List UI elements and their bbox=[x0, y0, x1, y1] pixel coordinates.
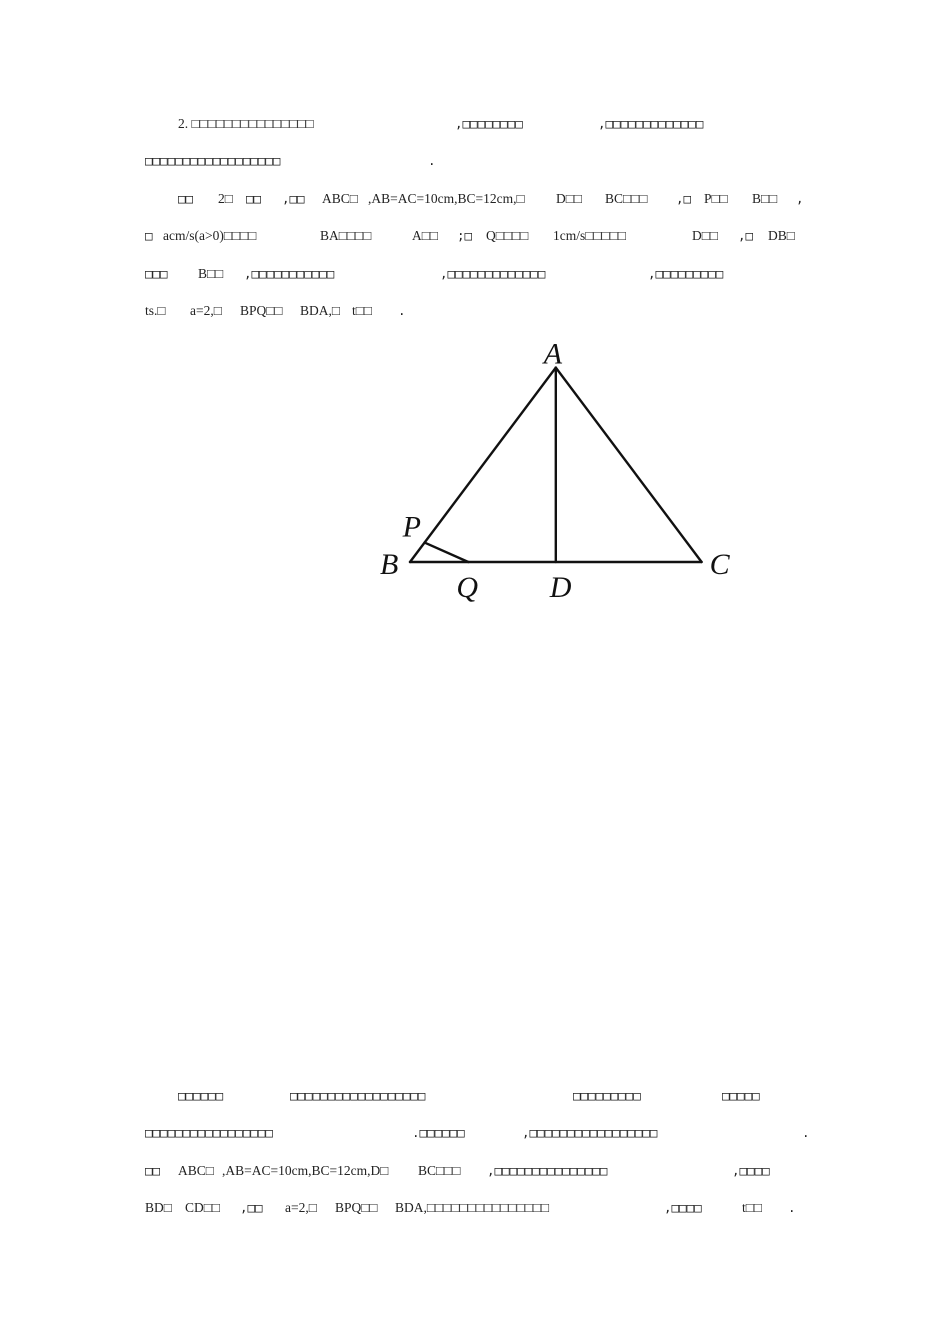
problem-line-3-frag-4: ;□ bbox=[457, 228, 473, 243]
problem-line-1-frag-1: . bbox=[428, 153, 436, 168]
point-label-D: D bbox=[549, 571, 572, 604]
solution-line-3-frag-7: t□□ bbox=[742, 1200, 763, 1215]
solution-line-3-frag-0: BD□ bbox=[145, 1200, 172, 1215]
problem-line-3-frag-7: D□□ bbox=[692, 228, 719, 243]
problem-line-5-frag-1: a=2,□ bbox=[190, 303, 222, 318]
solution-line-2-frag-5: ,□□□□ bbox=[732, 1163, 770, 1178]
solution-line-3-frag-5: BDA,□□□□□□□□□□□□□□□ bbox=[395, 1200, 550, 1215]
problem-line-3-frag-0: □ bbox=[145, 228, 153, 243]
problem-line-4-frag-0: □□□ bbox=[145, 266, 168, 281]
problem-line-2-frag-8: ,□ bbox=[676, 191, 692, 206]
problem-line-0-frag-1: ,□□□□□□□□ bbox=[455, 116, 523, 131]
problem-line-4-frag-3: ,□□□□□□□□□□□□□ bbox=[440, 266, 546, 281]
problem-line-0-frag-0: 2. □□□□□□□□□□□□□□□ bbox=[178, 116, 314, 131]
solution-line-3-frag-8: . bbox=[788, 1200, 796, 1215]
problem-line-5-frag-0: ts.□ bbox=[145, 303, 166, 318]
point-label-A: A bbox=[543, 337, 563, 371]
solution-line-3-frag-1: CD□□ bbox=[185, 1200, 221, 1215]
problem-line-3-frag-9: DB□ bbox=[768, 228, 795, 243]
solution-line-3-frag-6: ,□□□□ bbox=[664, 1200, 702, 1215]
solution-line-2-frag-2: ,AB=AC=10cm,BC=12cm,D□ bbox=[222, 1163, 389, 1178]
problem-line-2-frag-10: B□□ bbox=[752, 191, 778, 206]
problem-line-2-frag-0: □□ bbox=[178, 191, 194, 206]
problem-line-3-frag-6: 1cm/s□□□□□ bbox=[553, 228, 627, 243]
problem-line-3-frag-5: Q□□□□ bbox=[486, 228, 529, 243]
problem-line-2-frag-3: ,□□ bbox=[282, 191, 305, 206]
problem-line-3-frag-1: acm/s(a>0)□□□□ bbox=[163, 228, 257, 243]
triangle-diagram bbox=[370, 335, 750, 610]
point-label-Q: Q bbox=[456, 571, 478, 604]
solution-line-2-frag-4: ,□□□□□□□□□□□□□□□ bbox=[487, 1163, 608, 1178]
problem-line-2-frag-11: , bbox=[796, 191, 804, 206]
problem-line-2-frag-1: 2□ bbox=[218, 191, 233, 206]
geometry-figure bbox=[370, 335, 750, 610]
solution-line-1-frag-3: . bbox=[802, 1125, 810, 1140]
problem-line-5-frag-4: t□□ bbox=[352, 303, 373, 318]
problem-line-3-frag-8: ,□ bbox=[738, 228, 754, 243]
problem-line-2-frag-6: D□□ bbox=[556, 191, 583, 206]
solution-line-0-frag-2: □□□□□□□□□ bbox=[573, 1088, 641, 1103]
problem-line-3-frag-3: A□□ bbox=[412, 228, 439, 243]
problem-line-2-frag-5: ,AB=AC=10cm,BC=12cm,□ bbox=[368, 191, 525, 206]
point-label-C: C bbox=[709, 548, 730, 581]
segment-AC bbox=[556, 368, 702, 562]
problem-line-2-frag-4: ABC□ bbox=[322, 191, 358, 206]
solution-line-2-frag-1: ABC□ bbox=[178, 1163, 214, 1178]
problem-line-4-frag-2: ,□□□□□□□□□□□ bbox=[244, 266, 335, 281]
problem-line-3-frag-2: BA□□□□ bbox=[320, 228, 372, 243]
segment-AB bbox=[410, 368, 556, 562]
problem-line-2-frag-2: □□ bbox=[246, 191, 262, 206]
solution-line-1-frag-0: □□□□□□□□□□□□□□□□□ bbox=[145, 1125, 273, 1140]
solution-line-2-frag-3: BC□□□ bbox=[418, 1163, 461, 1178]
problem-line-4-frag-1: B□□ bbox=[198, 266, 224, 281]
problem-line-5-frag-2: BPQ□□ bbox=[240, 303, 283, 318]
solution-line-3-frag-4: BPQ□□ bbox=[335, 1200, 378, 1215]
problem-line-2-frag-7: BC□□□ bbox=[605, 191, 648, 206]
problem-line-4-frag-4: ,□□□□□□□□□ bbox=[648, 266, 724, 281]
problem-line-5-frag-5: . bbox=[398, 303, 406, 318]
solution-line-3-frag-2: ,□□ bbox=[240, 1200, 263, 1215]
problem-line-0-frag-2: ,□□□□□□□□□□□□□ bbox=[598, 116, 704, 131]
segment-PQ bbox=[425, 543, 469, 562]
point-label-B: B bbox=[380, 548, 399, 581]
point-label-P: P bbox=[402, 510, 421, 544]
problem-line-5-frag-3: BDA,□ bbox=[300, 303, 341, 318]
problem-line-2-frag-9: P□□ bbox=[704, 191, 728, 206]
problem-line-1-frag-0: □□□□□□□□□□□□□□□□□□ bbox=[145, 153, 281, 168]
solution-line-1-frag-1: .□□□□□□ bbox=[412, 1125, 465, 1140]
solution-line-1-frag-2: ,□□□□□□□□□□□□□□□□□ bbox=[522, 1125, 658, 1140]
solution-line-2-frag-0: □□ bbox=[145, 1163, 161, 1178]
solution-line-3-frag-3: a=2,□ bbox=[285, 1200, 317, 1215]
solution-line-0-frag-1: □□□□□□□□□□□□□□□□□□ bbox=[290, 1088, 426, 1103]
solution-line-0-frag-0: □□□□□□ bbox=[178, 1088, 224, 1103]
solution-line-0-frag-3: □□□□□ bbox=[722, 1088, 760, 1103]
